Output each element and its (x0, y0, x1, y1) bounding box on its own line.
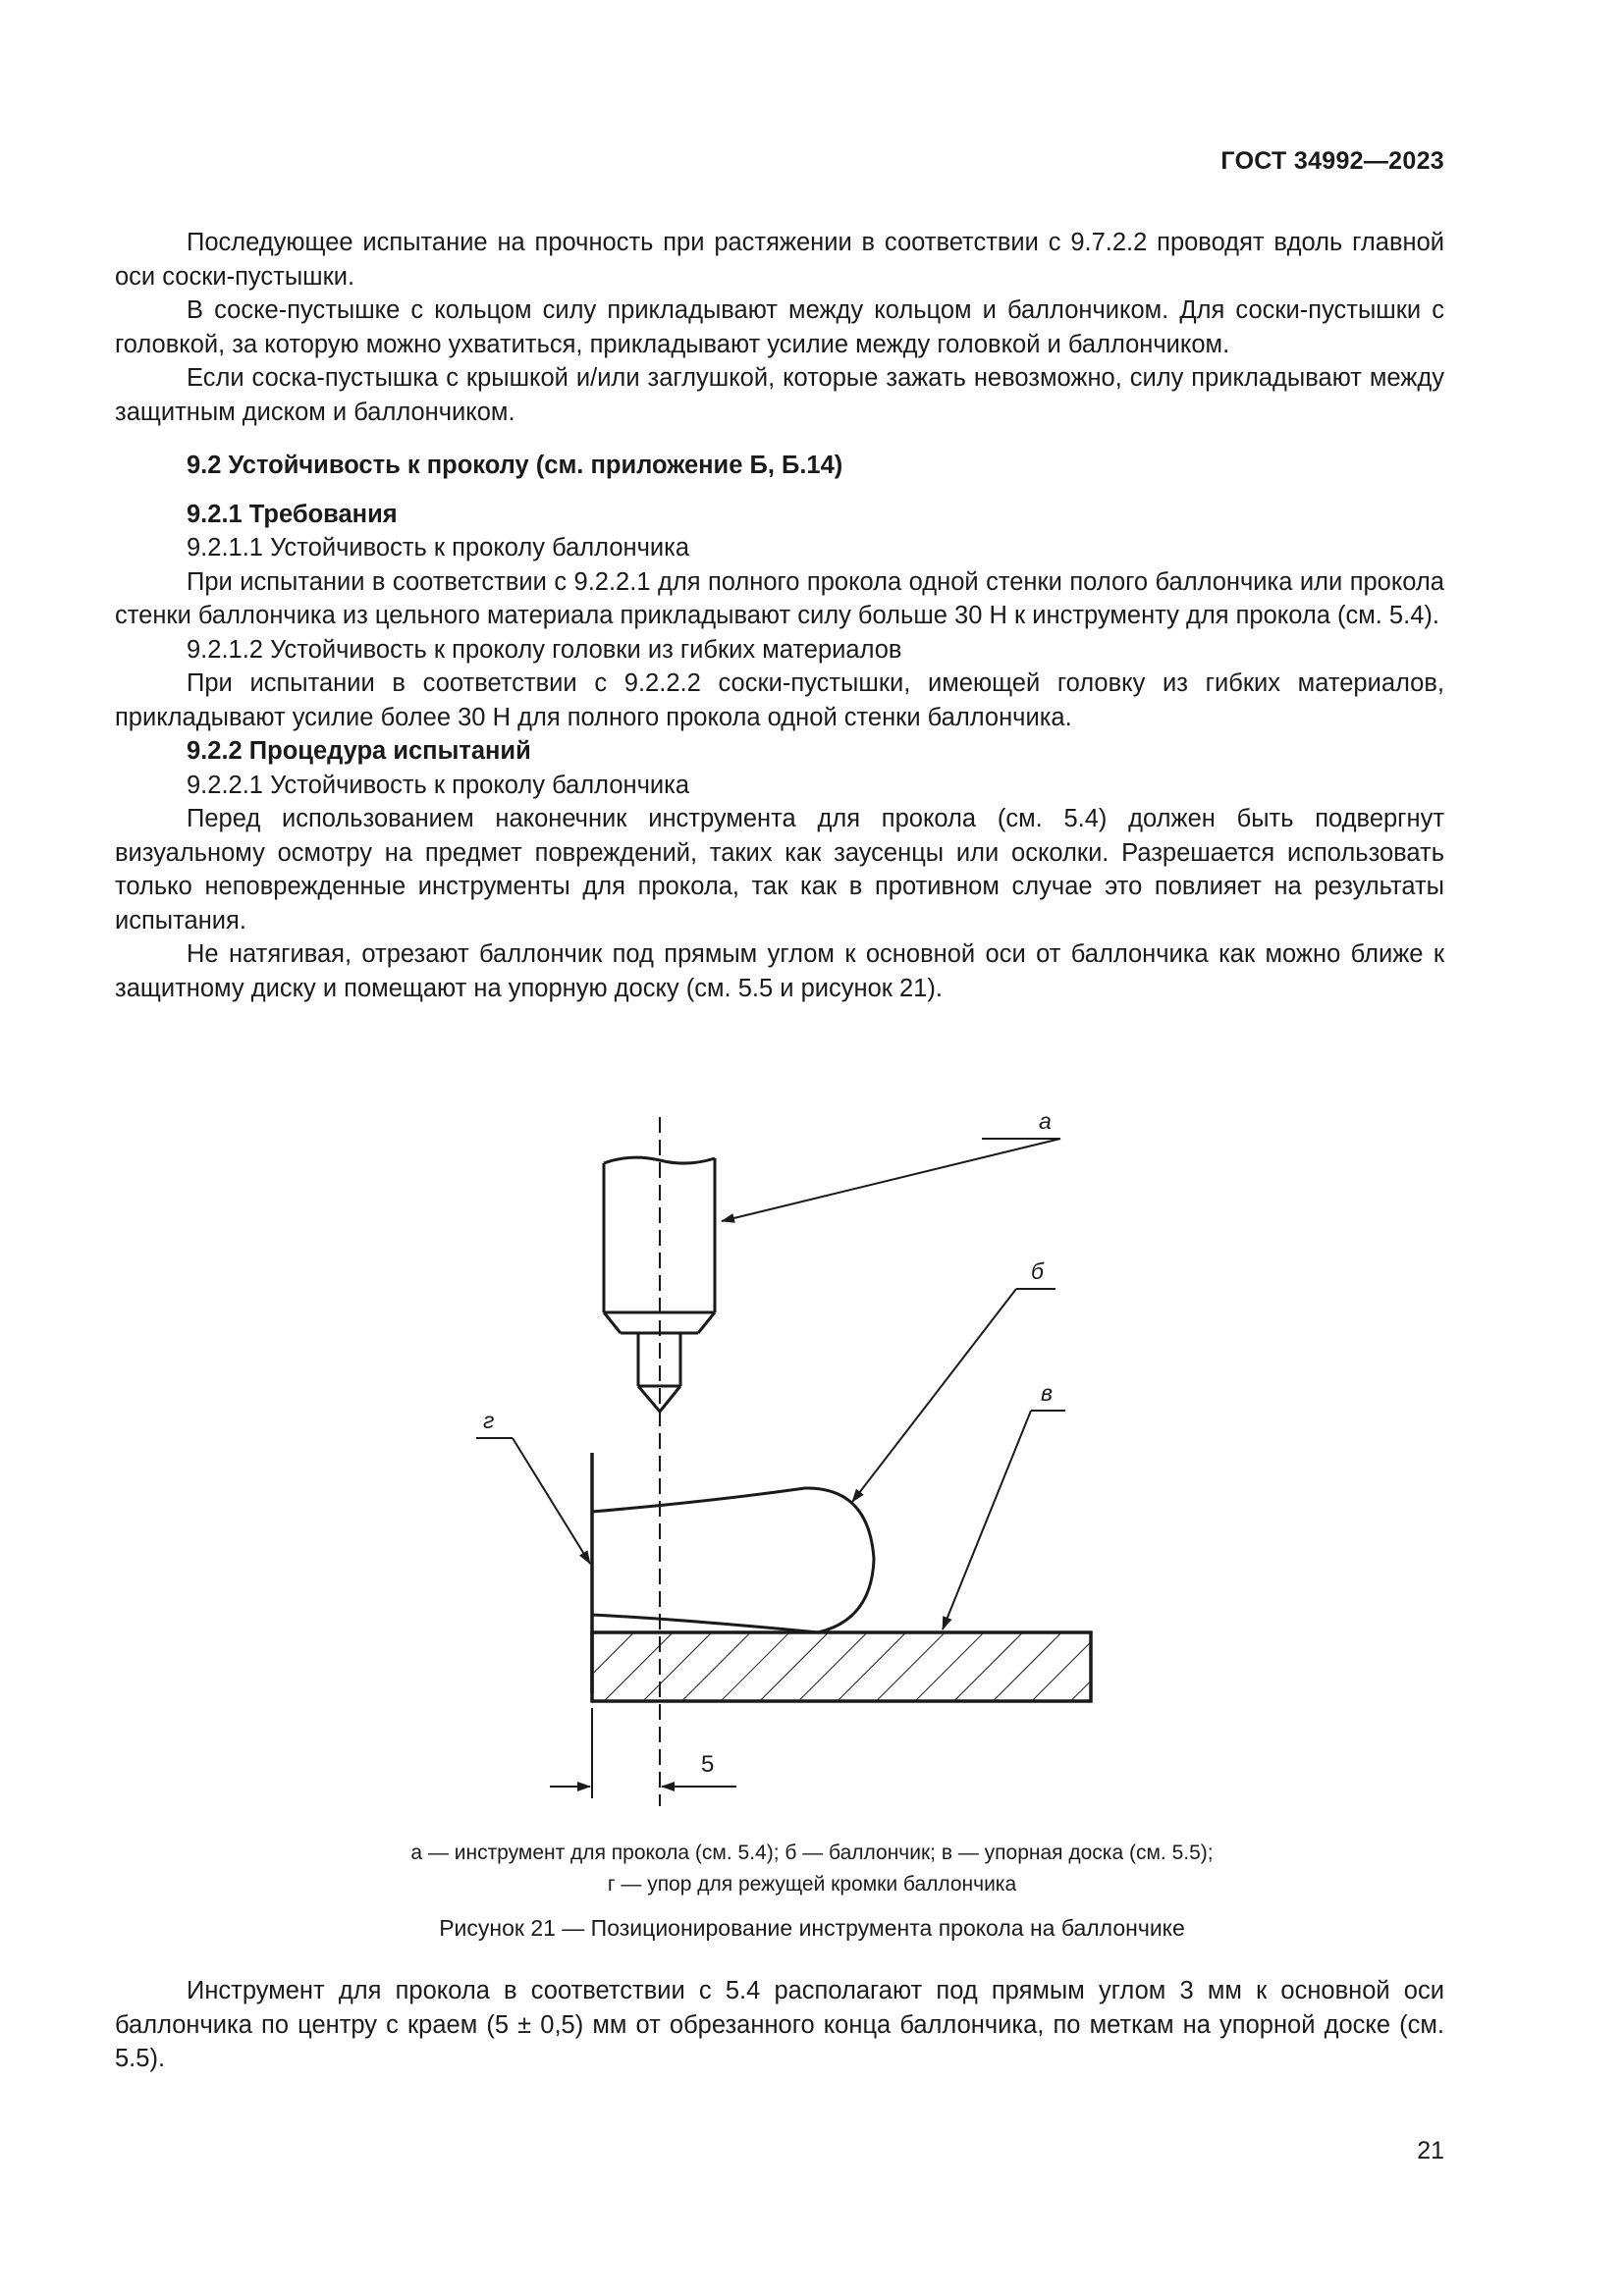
clause-title: 9.2.2.1 Устойчивость к проколу баллончика (187, 771, 690, 799)
paragraph: Инструмент для прокола в соответствии с 5.4 располагают под прямым углом 3 мм к основной оси баллончика по центру с краем (5 ± 0,5) мм от обрезанного конца баллончика, по меткам на упорной доске (см. 5.5). (115, 1977, 1444, 2072)
paragraph: При испытании в соответствии с 9.2.2.2 соски-пустышки, имеющей головку из гибких материалов, прикладывают усилие более 30 Н для полного прокола одной стенки баллончика. (115, 669, 1444, 731)
figure-21 (0, 1099, 1624, 1826)
closing-text (115, 1974, 1444, 2076)
support-board (592, 1632, 1091, 1701)
figure-caption: Рисунок 21 — Позиционирование инструмента прокола на баллончике (439, 1915, 1185, 1941)
leader-a (722, 1139, 1060, 1221)
dimension-value: 5 (701, 1751, 715, 1778)
subsection-heading-procedure: 9.2.2 Процедура испытаний (187, 737, 531, 765)
paragraph: При испытании в соответствии с 9.2.2.1 для полного прокола одной стенки полого баллончика или прокола стенки баллончика из цельного материала прикладывают силу больше 30 Н к инструменту для прокола (см. 5.4). (115, 567, 1444, 629)
section-heading: 9.2 Устойчивость к проколу (см. приложение Б, Б.14) (187, 452, 843, 479)
standard-number: ГОСТ 34992—2023 (1220, 147, 1444, 175)
clause-title: 9.2.1.1 Устойчивость к проколу баллончика (187, 534, 690, 561)
paragraph: В соске-пустышке с кольцом силу прикладывают между кольцом и баллончиком. Для соски-пустышки с головкой, за которую можно ухватиться, прикладывают усилие между головкой и баллончиком. (115, 296, 1444, 358)
paragraph: Перед использованием наконечник инструмента для прокола (см. 5.4) должен быть подвергнут визуальному осмотру на предмет повреждений, таких как заусенцы или осколки. Разрешается использовать только неповрежденные инструменты для прокола, так как в противном случае это повлияет на результаты испытания. (115, 805, 1444, 934)
legend-line-2: г — упор для режущей кромки баллончика (607, 1873, 1017, 1896)
clause-title: 9.2.1.2 Устойчивость к проколу головки из гибких материалов (187, 635, 902, 664)
subsection-heading-requirements: 9.2.1 Требования (187, 500, 398, 528)
figure-drawing (0, 1099, 1624, 1826)
teat-balloon (592, 1488, 874, 1632)
leader-b (852, 1289, 1016, 1502)
paragraph: Последующее испытание на прочность при растяжении в соответствии с 9.7.2.2 проводят вдоль главной оси соски-пустышки. (115, 229, 1444, 291)
body-text (115, 226, 1444, 1005)
figure-label-a: а (1039, 1108, 1052, 1134)
page-number: 21 (1417, 2137, 1444, 2164)
paragraph: Не натягивая, отрезают баллончик под прямым углом к основной оси от баллончика как можно ближе к защитному диску и помещают на упорную доску (см. 5.5 и рисунок 21). (115, 940, 1444, 1002)
leader-v (943, 1411, 1031, 1629)
legend-line-1: а — инструмент для прокола (см. 5.4); б — баллончик; в — упорная доска (см. 5.5); (410, 1842, 1214, 1864)
paragraph: Если соска-пустышка с крышкой и/или заглушкой, которые зажать невозможно, силу прикладывают между защитным диском и баллончиком. (115, 364, 1444, 426)
leader-g (513, 1438, 590, 1564)
figure-legend (0, 1838, 1624, 1900)
figure-label-b: б (1031, 1258, 1044, 1284)
figure-label-v: в (1041, 1380, 1054, 1406)
figure-label-g: г (483, 1408, 495, 1433)
